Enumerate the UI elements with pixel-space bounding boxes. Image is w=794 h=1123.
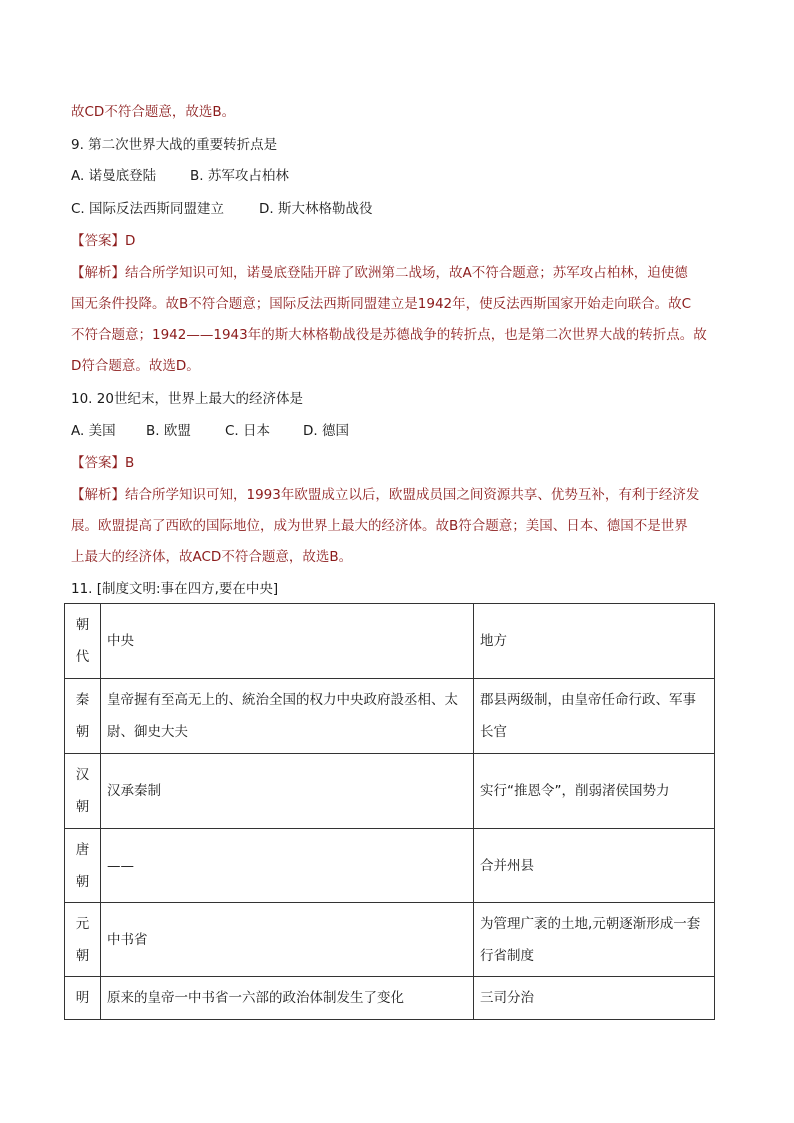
explanation-text: 结合所学知识可知，诺曼底登陆开辟了欧洲第二战场，故A不符合题意；苏军攻占柏林，迫使德	[125, 265, 688, 281]
question-10-stem: 10. 20世纪末，世界上最大的经济体是	[71, 391, 303, 407]
dynasty-char-2: 朝	[75, 799, 90, 815]
question-9-explanation-line-2: 国无条件投降。故B不符合题意；国际反法西斯同盟建立是1942年，使反法西斯国家开始走向联合。故C	[71, 296, 692, 312]
dynasty-char-2: 朝	[75, 724, 90, 740]
question-10-option-c: C. 日本	[225, 423, 271, 439]
dynasty-char-1: 汉	[75, 767, 90, 783]
central-cell: 中书省	[101, 903, 474, 977]
local-cell: 合并州县	[474, 829, 715, 903]
question-9-explanation-line-3: 不符合题意；1942——1943年的斯大林格勒战役是苏德战争的转折点，也是第二次世界大战的转折点。故	[71, 327, 707, 343]
table-row	[65, 903, 715, 977]
central-cell: 皇帝握有至高无上的、統治全国的权力中央政府設丞相、太尉、御史大夫	[101, 679, 474, 754]
question-10-explanation-line-1	[71, 486, 699, 504]
dynasty-cell	[65, 903, 101, 977]
central-cell: ——	[101, 829, 474, 903]
previous-explanation-end: 故CD不符合题意，故选B。	[71, 104, 236, 120]
dynasty-cell	[65, 754, 101, 829]
question-10-option-d: D. 德国	[303, 423, 349, 439]
question-10-explanation-line-3: 上最大的经济体，故ACD不符合题意，故选B。	[71, 549, 353, 565]
question-11-stem: 11. [制度文明:事在四方,要在中央]	[71, 581, 279, 597]
dynasty-char-1: 秦	[75, 692, 90, 708]
question-10-answer	[71, 454, 134, 472]
local-cell: 为管理广袤的土地,元朝逐渐形成一套行省制度	[474, 903, 715, 977]
local-cell: 三司分治	[474, 977, 715, 1020]
local-cell: 实行“推恩令”，削弱渚侯国势力	[474, 754, 715, 829]
question-10-option-b: B. 欧盟	[146, 423, 191, 439]
header-dynasty-char-2: 代	[75, 649, 90, 665]
answer-value: D	[125, 233, 136, 249]
answer-value: B	[125, 455, 135, 471]
question-10-explanation-line-2: 展。欧盟提高了西欧的国际地位，成为世界上最大的经济体。故B符合题意；美国、日本、德国不是世界	[71, 518, 688, 534]
explanation-text: 结合所学知识可知，1993年欧盟成立以后，欧盟成员国之间资源共享、优势互补，有利于经济发	[125, 487, 700, 503]
question-9-explanation-line-4: D符合题意。故选D。	[71, 358, 200, 374]
question-9-option-a: A. 诺曼底登陆	[71, 168, 157, 184]
central-cell: 原来的皇帝一中书省一六部的政治体制发生了变化	[101, 977, 474, 1020]
explanation-tag: 【解析】	[71, 265, 125, 281]
header-local-cell: 地方	[474, 604, 715, 679]
question-9-option-b: B. 苏军攻占柏林	[190, 168, 289, 184]
dynasty-char-1: 明	[75, 990, 90, 1006]
dynasty-char-2: 朝	[75, 873, 90, 890]
question-9-stem: 9. 第二次世界大战的重要转折点是	[71, 137, 278, 153]
table-row	[65, 829, 715, 903]
question-9-explanation-line-1	[71, 264, 688, 282]
dynasty-cell	[65, 829, 101, 903]
dynasty-cell	[65, 679, 101, 754]
central-cell: 汉承秦制	[101, 754, 474, 829]
header-central-cell: 中央	[101, 604, 474, 679]
header-dynasty-cell	[65, 604, 101, 679]
dynasty-char-1: 元	[75, 915, 90, 932]
question-9-option-d: D. 斯大林格勒战役	[259, 201, 373, 217]
table-row	[65, 754, 715, 829]
question-9-answer	[71, 232, 135, 250]
answer-tag: 【答案】	[71, 455, 125, 471]
table-row	[65, 977, 715, 1020]
dynasty-cell	[65, 977, 101, 1020]
governance-system-table	[64, 603, 715, 1020]
header-dynasty-char-1: 朝	[75, 617, 90, 633]
dynasty-char-2: 朝	[75, 947, 90, 964]
answer-tag: 【答案】	[71, 233, 125, 249]
question-10-option-a: A. 美国	[71, 423, 116, 439]
table-header-row	[65, 604, 715, 679]
question-9-option-c: C. 国际反法西斯同盟建立	[71, 201, 225, 217]
explanation-tag: 【解析】	[71, 487, 125, 503]
dynasty-char-1: 唐	[75, 841, 90, 858]
local-cell: 郡县两级制，由皇帝任命行政、军事长官	[474, 679, 715, 754]
table-row	[65, 679, 715, 754]
